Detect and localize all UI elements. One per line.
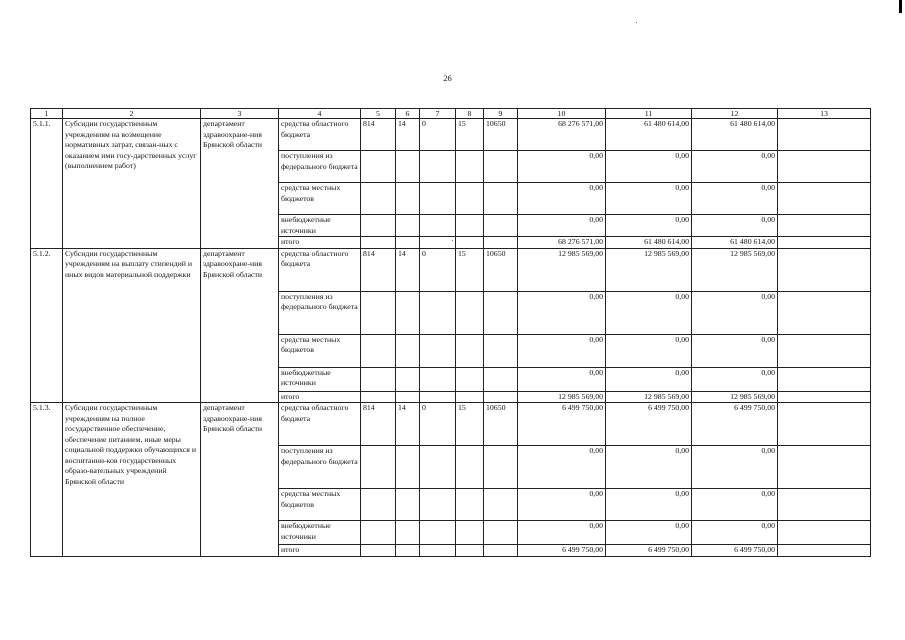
funding-source: поступления из федерального бюджета <box>279 446 361 489</box>
amount-col-10: 12 985 569,00 <box>518 248 606 291</box>
item-executor: департамент здравоохране-ния Брянской области <box>201 119 279 249</box>
empty-cell <box>361 237 396 249</box>
amount-col-11: 6 499 750,00 <box>606 545 692 557</box>
amount-col-12: 0,00 <box>692 183 778 215</box>
empty-cell <box>361 391 396 403</box>
empty-cell <box>396 446 420 489</box>
header-col-4: 4 <box>279 109 361 119</box>
header-col-6: 6 <box>396 109 420 119</box>
amount-col-12: 0,00 <box>692 521 778 545</box>
empty-cell <box>361 334 396 367</box>
amount-col-11: 0,00 <box>606 334 692 367</box>
empty-cell <box>396 291 420 334</box>
code-col-6: 14 <box>396 119 420 151</box>
empty-cell <box>396 367 420 391</box>
empty-cell <box>456 446 484 489</box>
empty-cell <box>778 521 871 545</box>
scan-edge-mark <box>899 0 902 13</box>
table-body <box>31 119 871 557</box>
amount-col-10: 0,00 <box>518 151 606 183</box>
code-col-8: 15 <box>456 403 484 446</box>
empty-cell <box>420 391 456 403</box>
table-row <box>31 403 871 446</box>
amount-col-12: 6 499 750,00 <box>692 545 778 557</box>
empty-cell <box>484 545 518 557</box>
empty-cell <box>778 545 871 557</box>
amount-col-12: 61 480 614,00 <box>692 237 778 249</box>
amount-col-12: 61 480 614,00 <box>692 119 778 151</box>
empty-cell <box>456 334 484 367</box>
empty-cell <box>420 334 456 367</box>
amount-col-11: 61 480 614,00 <box>606 119 692 151</box>
empty-cell <box>456 545 484 557</box>
amount-col-10: 0,00 <box>518 183 606 215</box>
amount-col-10: 12 985 569,00 <box>518 391 606 403</box>
empty-cell <box>420 237 456 249</box>
header-col-7: 7 <box>420 109 456 119</box>
amount-col-12: 0,00 <box>692 446 778 489</box>
empty-cell <box>396 545 420 557</box>
amount-col-10: 6 499 750,00 <box>518 545 606 557</box>
empty-cell <box>778 489 871 521</box>
empty-cell <box>778 403 871 446</box>
empty-cell <box>778 151 871 183</box>
amount-col-12: 12 985 569,00 <box>692 391 778 403</box>
empty-cell <box>484 183 518 215</box>
amount-col-10: 0,00 <box>518 446 606 489</box>
amount-col-11: 12 985 569,00 <box>606 248 692 291</box>
amount-col-12: 0,00 <box>692 334 778 367</box>
header-col-2: 2 <box>63 109 201 119</box>
empty-cell <box>456 151 484 183</box>
empty-cell <box>420 215 456 237</box>
header-col-10: 10 <box>518 109 606 119</box>
empty-cell <box>456 183 484 215</box>
funding-source: поступления из федерального бюджета <box>279 291 361 334</box>
code-col-5: 814 <box>361 248 396 291</box>
header-col-13: 13 <box>778 109 871 119</box>
empty-cell <box>778 248 871 291</box>
item-number: 5.1.3. <box>31 403 63 557</box>
funding-source: итого <box>279 391 361 403</box>
header-col-3: 3 <box>201 109 279 119</box>
empty-cell <box>396 183 420 215</box>
empty-cell <box>361 489 396 521</box>
code-col-8: 15 <box>456 119 484 151</box>
empty-cell <box>420 367 456 391</box>
item-number: 5.1.2. <box>31 248 63 403</box>
empty-cell <box>778 291 871 334</box>
funding-source: средства местных бюджетов <box>279 489 361 521</box>
empty-cell <box>420 183 456 215</box>
amount-col-12: 0,00 <box>692 489 778 521</box>
item-name: Субсидии государственным учреждениям на возмещение нормативных затрат, связан-ных с оказанием ими госу-дарственных услуг (выполнением работ) <box>63 119 201 249</box>
amount-col-10: 0,00 <box>518 489 606 521</box>
item-name: Субсидии государственным учреждениям на полное государственное обеспечение, обеспечение питанием, иные меры социальной поддержки обучающихся и воспитанни-ков государственных образо-вательных учреждений Брянской области <box>63 403 201 557</box>
empty-cell <box>456 291 484 334</box>
empty-cell <box>484 215 518 237</box>
empty-cell <box>456 237 484 249</box>
amount-col-12: 12 985 569,00 <box>692 248 778 291</box>
empty-cell <box>456 489 484 521</box>
amount-col-12: 0,00 <box>692 367 778 391</box>
item-number: 5.1.1. <box>31 119 63 249</box>
header-col-9: 9 <box>484 109 518 119</box>
table-row <box>31 119 871 151</box>
amount-col-11: 0,00 <box>606 521 692 545</box>
amount-col-11: 0,00 <box>606 183 692 215</box>
funding-source: средства областного бюджета <box>279 403 361 446</box>
empty-cell <box>484 489 518 521</box>
amount-col-12: 0,00 <box>692 151 778 183</box>
empty-cell <box>778 367 871 391</box>
empty-cell <box>778 334 871 367</box>
page-number: 26 <box>443 73 452 83</box>
empty-cell <box>420 545 456 557</box>
empty-cell <box>420 151 456 183</box>
code-col-6: 14 <box>396 248 420 291</box>
code-col-7: 0 <box>420 119 456 151</box>
funding-source: средства местных бюджетов <box>279 183 361 215</box>
funding-source: итого <box>279 237 361 249</box>
funding-source: поступления из федерального бюджета <box>279 151 361 183</box>
empty-cell <box>484 237 518 249</box>
empty-cell <box>396 521 420 545</box>
amount-col-10: 0,00 <box>518 367 606 391</box>
empty-cell <box>456 367 484 391</box>
funding-source: внебюджетные источники <box>279 215 361 237</box>
empty-cell <box>484 446 518 489</box>
empty-cell <box>456 391 484 403</box>
amount-col-11: 6 499 750,00 <box>606 403 692 446</box>
empty-cell <box>361 215 396 237</box>
code-col-7: 0 <box>420 403 456 446</box>
empty-cell <box>396 215 420 237</box>
empty-cell <box>456 521 484 545</box>
amount-col-12: 0,00 <box>692 291 778 334</box>
amount-col-10: 0,00 <box>518 521 606 545</box>
budget-table <box>30 108 871 557</box>
empty-cell <box>420 521 456 545</box>
empty-cell <box>778 391 871 403</box>
code-col-9: 10650 <box>484 119 518 151</box>
empty-cell <box>396 334 420 367</box>
code-col-5: 814 <box>361 403 396 446</box>
empty-cell <box>361 545 396 557</box>
amount-col-12: 6 499 750,00 <box>692 403 778 446</box>
empty-cell <box>420 446 456 489</box>
funding-source: средства местных бюджетов <box>279 334 361 367</box>
empty-cell <box>484 521 518 545</box>
header-col-5: 5 <box>361 109 396 119</box>
amount-col-10: 68 276 571,00 <box>518 119 606 151</box>
empty-cell <box>396 151 420 183</box>
table-row <box>31 248 871 291</box>
amount-col-11: 0,00 <box>606 489 692 521</box>
empty-cell <box>361 151 396 183</box>
empty-cell <box>396 391 420 403</box>
code-col-5: 814 <box>361 119 396 151</box>
amount-col-11: 0,00 <box>606 446 692 489</box>
empty-cell <box>778 237 871 249</box>
amount-col-12: 0,00 <box>692 215 778 237</box>
empty-cell <box>778 119 871 151</box>
item-executor: департамент здравоохране-ния Брянской области <box>201 403 279 557</box>
funding-source: итого <box>279 545 361 557</box>
amount-col-11: 0,00 <box>606 215 692 237</box>
empty-cell <box>484 367 518 391</box>
amount-col-10: 0,00 <box>518 215 606 237</box>
amount-col-11: 0,00 <box>606 151 692 183</box>
funding-source: внебюджетные источники <box>279 367 361 391</box>
funding-source: внебюджетные источники <box>279 521 361 545</box>
header-col-12: 12 <box>692 109 778 119</box>
amount-col-10: 0,00 <box>518 334 606 367</box>
header-col-8: 8 <box>456 109 484 119</box>
code-col-8: 15 <box>456 248 484 291</box>
item-name: Субсидии государственным учреждениям на выплату стипендий и иных видов материальной поддержки <box>63 248 201 403</box>
code-col-7: 0 <box>420 248 456 291</box>
header-col-11: 11 <box>606 109 692 119</box>
amount-col-11: 0,00 <box>606 291 692 334</box>
item-executor: департамент здравоохране-ния Брянской области <box>201 248 279 403</box>
empty-cell <box>361 291 396 334</box>
header-col-1: 1 <box>31 109 63 119</box>
empty-cell <box>484 391 518 403</box>
code-col-6: 14 <box>396 403 420 446</box>
empty-cell <box>361 521 396 545</box>
amount-col-10: 68 276 571,00 <box>518 237 606 249</box>
empty-cell <box>396 237 420 249</box>
amount-col-11: 61 480 614,00 <box>606 237 692 249</box>
amount-col-11: 0,00 <box>606 367 692 391</box>
empty-cell <box>361 367 396 391</box>
empty-cell <box>778 183 871 215</box>
empty-cell <box>778 446 871 489</box>
amount-col-10: 6 499 750,00 <box>518 403 606 446</box>
empty-cell <box>361 183 396 215</box>
amount-col-11: 12 985 569,00 <box>606 391 692 403</box>
code-col-9: 10650 <box>484 403 518 446</box>
empty-cell <box>484 291 518 334</box>
empty-cell <box>420 291 456 334</box>
empty-cell <box>396 489 420 521</box>
empty-cell <box>484 334 518 367</box>
header-row <box>31 109 871 119</box>
empty-cell <box>778 215 871 237</box>
funding-source: средства областного бюджета <box>279 248 361 291</box>
amount-col-10: 0,00 <box>518 291 606 334</box>
code-col-9: 10650 <box>484 248 518 291</box>
funding-source: средства областного бюджета <box>279 119 361 151</box>
empty-cell <box>484 151 518 183</box>
empty-cell <box>361 446 396 489</box>
empty-cell <box>420 489 456 521</box>
empty-cell <box>456 215 484 237</box>
scan-speck <box>636 22 637 23</box>
